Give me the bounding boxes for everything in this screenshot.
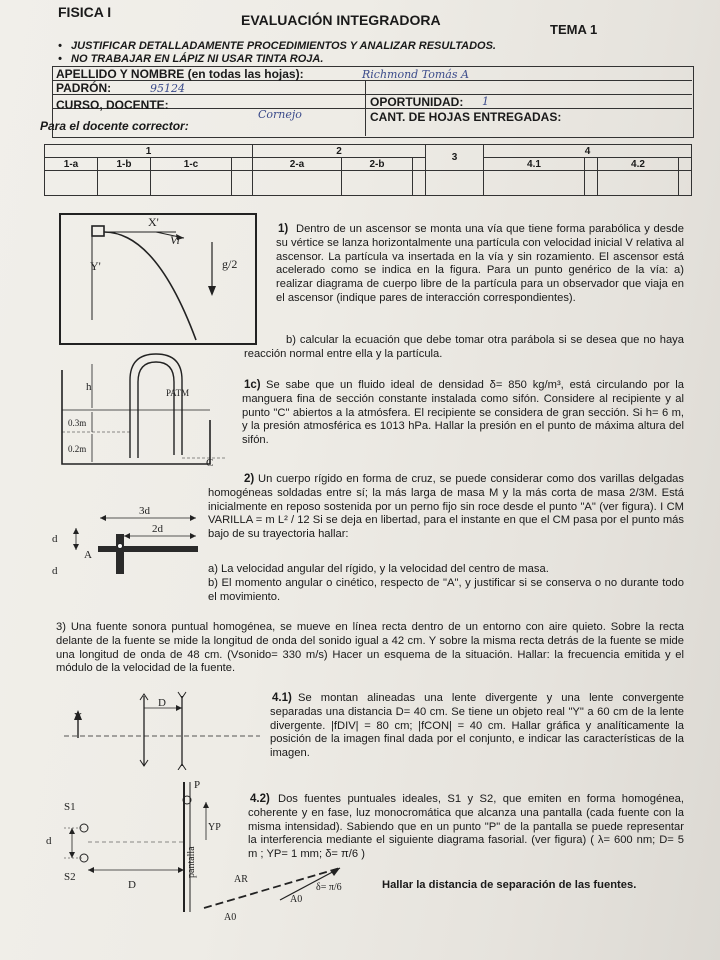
object-y-label: Y [74, 711, 82, 723]
padron-label: PADRÓN: [56, 81, 112, 95]
tema-label: TEMA 1 [550, 22, 598, 37]
p1-text: Dentro de un ascensor se monta una vía que tiene forma parabólica y desde su vértice se lanza horizontalmente una partícula con velocidad inicial V relativa al ascensor. La partícula va insertada en la vía y sin rozamiento. El ascensor está acelerado como se indica en la figura. Para un punto genérico de la vía: a) realizar diagrama de cuerpo libre de la partícula para un observador que viaja en el ascensor (indique pares de interacción correspondientes). [276, 223, 684, 304]
depth-label-2: 0.2m [68, 444, 87, 454]
pivot-a-label: A [84, 549, 92, 561]
corrector-label: Para el docente corrector: [40, 119, 189, 133]
lens-figure [56, 690, 266, 770]
p41-number: 4.1) [272, 692, 292, 704]
p42-question: Hallar la distancia de separación de las fuentes. [382, 879, 637, 891]
col-2b: 2-b [342, 158, 413, 171]
velocity-label: Vi [170, 233, 180, 247]
p41-text: Se montan alineadas una lente divergente y una lente convergente separadas una distancia D= 40 cm. Se tiene un objeto real "Y" a 60 cm de la lente divergente. |fDIV| = 80 cm; |fCON| = 40 cm. Hallar gráfica y analíticamente la posición de la imagen final dada por el conjunto, e indicar las características de la imagen. [270, 692, 684, 760]
p2-number: 2) [244, 473, 255, 485]
col-1b: 1-b [98, 158, 151, 171]
x-axis-label: X' [148, 215, 159, 229]
grading-table [44, 144, 692, 196]
col-41: 4.1 [484, 158, 585, 171]
group-2: 2 [253, 145, 426, 158]
sep-d-label: d [46, 835, 52, 847]
screen-label: pantalla [186, 846, 197, 878]
p2-text: Un cuerpo rígido en forma de cruz, se puede considerar como dos varillas delgadas homogéneas soldadas entre sí; la más larga de masa M y la más corta de masa 2/3M. Está inicialmente en reposo sostenida por un perno fijo sin roce desde el punto "A" (ver figura). I CM VARILLA = m L² / 12 Si se deja en libertad, para el instante en que el CM pasa por el punto más bajo de su trayectoria hallar: [208, 473, 684, 541]
instruction-2: • NO TRABAJAR EN LÁPIZ NI USAR TINTA ROJA. [58, 53, 324, 65]
curso-label: CURSO, DOCENTE: [56, 98, 169, 112]
screen-distance-label: D [128, 879, 136, 891]
p1c-text: Se sabe que un fluido ideal de densidad δ= 850 kg/m³, está circulando por la manguera fina de sección constante instalada como sifón. Considere al recipiente y al punto "C" abiertos a la atmósfera. El recipiente se considera de gran sección. Si h= 6 m, y la presión atmosférica es 1013 hPa. Hallar la presión en el punto de máxima altura del sifón. [242, 379, 684, 447]
dim-2d: 2d [152, 523, 163, 535]
acceleration-arrow [196, 240, 256, 300]
oportunidad-value[interactable]: 1 [482, 95, 489, 108]
h-label: h [86, 381, 92, 393]
p1-number: 1) [278, 223, 289, 235]
p2b-text: b) El momento angular o cinético, respecto de "A", y justificar si se conserva o no durante todo el movimiento. [208, 577, 684, 603]
p2a-text: a) La velocidad angular del rígido, y la velocidad del centro de masa. [208, 563, 549, 575]
delta-label: δ= π/6 [316, 882, 342, 893]
ar-label: AR [234, 874, 248, 885]
patm-label: PATM [166, 388, 190, 398]
s2-label: S2 [64, 871, 76, 883]
col-1a: 1-a [45, 158, 98, 171]
padron-value[interactable]: 95124 [150, 82, 185, 95]
exam-title: EVALUACIÓN INTEGRADORA [241, 12, 441, 28]
name-label: APELLIDO Y NOMBRE (en todas las hojas): [56, 67, 304, 81]
group-1: 1 [45, 145, 253, 158]
p1b-text: b) calcular la ecuación que debe tomar otra parábola si se desea que no haya reacción normal entre ella y la partícula. [244, 334, 684, 360]
col-42: 4.2 [598, 158, 679, 171]
course-title: FISICA I [58, 4, 112, 20]
depth-label-1: 0.3m [68, 418, 87, 428]
curso-value[interactable]: Cornejo [258, 108, 302, 121]
group-4: 4 [484, 145, 692, 158]
cross-figure [44, 500, 204, 580]
y-axis-label: Y' [90, 259, 101, 273]
point-p-label: P [194, 779, 201, 791]
hojas-label: CANT. DE HOJAS ENTREGADAS: [370, 110, 562, 124]
yp-label: YP [208, 822, 221, 833]
dim-d-lower: d [52, 565, 58, 577]
lens-distance-label: D [158, 697, 166, 709]
dim-d-upper: d [52, 533, 58, 545]
oportunidad-label: OPORTUNIDAD: [370, 95, 464, 109]
p1c-number: 1c) [244, 379, 261, 391]
siphon-figure [56, 350, 236, 470]
a0-label-mid: A0 [290, 894, 303, 905]
point-c-label: C [206, 457, 214, 469]
group-3: 3 [426, 145, 484, 171]
a0-label-bottom: A0 [224, 912, 237, 923]
name-value[interactable]: Richmond Tomás A [362, 68, 469, 81]
g-label: g/2 [222, 257, 238, 271]
p42-number: 4.2) [250, 793, 270, 805]
s1-label: S1 [64, 801, 76, 813]
p3-text: 3) Una fuente sonora puntual homogénea, se mueve en línea recta dentro de un entorno con aire quieto. Sobre la recta delante de la fuente se mide la longitud de onda del sonido igual a 42 cm. Y sobre la misma recta detrás de la fuente se mide una longitud de onda de 48 cm. (Vsonido= 330 m/s) Hacer un esquema de la situación. Hallar: la frecuencia emitida y el módulo de la velocidad de la fuente. [56, 621, 684, 675]
col-2a: 2-a [253, 158, 342, 171]
col-1c: 1-c [151, 158, 232, 171]
p42-text: Dos fuentes puntuales ideales, S1 y S2, que emiten en forma homogénea, coherente y en fase, luz monocromática que alcanza una pantalla (cada fuente con la misma intensidad). Sabiendo que en un punto "P" de la pantalla se puede representar la interferencia mediante el siguiente diagrama fasorial. (ver figura) ( λ= 600 nm; D= 5 m ; YP= 1 mm; δ= π/6 ) [248, 793, 684, 861]
instruction-1: • JUSTIFICAR DETALLADAMENTE PROCEDIMIENTOS Y ANALIZAR RESULTADOS. [58, 40, 496, 52]
dim-3d: 3d [139, 505, 150, 517]
